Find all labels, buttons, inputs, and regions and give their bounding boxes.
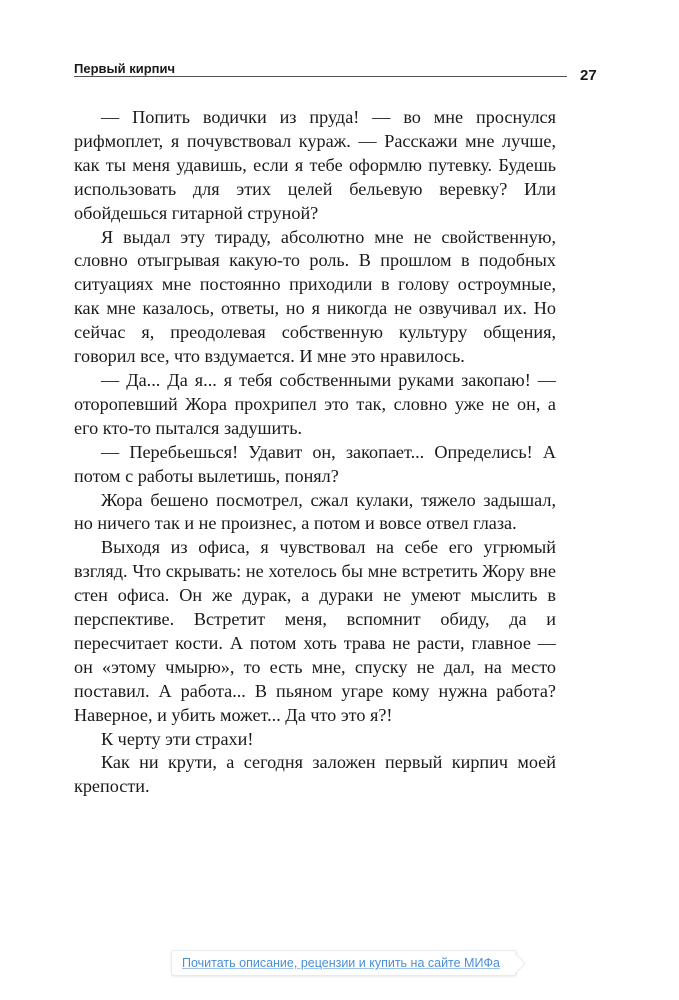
body-text [74, 106, 556, 799]
running-head-title: Первый кирпич [74, 61, 176, 76]
paragraph: Как ни крути, а сегодня заложен первый кирпич моей крепости. [74, 752, 556, 797]
promo-link-label: Почитать описание, рецензии и купить на сайте МИФа [182, 956, 500, 970]
paragraph: К черту эти страхи! [101, 728, 254, 749]
paragraph: — Да... Да я... я тебя собственными руками закопаю! — оторопевший Жора прохрипел это так, словно уже не он, а его кто-то пытался задушить. [74, 369, 556, 438]
paragraph: — Попить водички из пруда! — во мне проснулся рифмоплет, я почувствовал кураж. — Расскажи мне лучше, как ты меня удавишь, если я тебе оформлю путевку. Будешь использовать для этих целей бельевую веревку? Или обойдешься гитарной струной? [74, 107, 556, 223]
header-rule [74, 76, 567, 77]
paragraph: Выходя из офиса, я чувствовал на себе его угрюмый взгляд. Что скрывать: не хотелось бы мне встретить Жору вне стен офиса. Он же дурак, а дураки не умеют мыслить в перспективе. Встретит меня, вспомнит обиду, да и пересчитает кости. А потом хоть трава не расти, главное — он «этому чмырю», то есть мне, спуску не дал, на место поставил. А работа... В пьяном угаре кому нужна работа? Наверное, и убить может... Да что это я?! [74, 537, 556, 725]
page-number: 27 [580, 67, 597, 84]
paragraph: Жора бешено посмотрел, сжал кулаки, тяжело задышал, но ничего так и не произнес, а потом и вовсе отвел глаза. [74, 489, 556, 534]
promo-link[interactable] [171, 950, 517, 976]
arrow-tip-icon [505, 953, 526, 974]
paragraph: Я выдал эту тираду, абсолютно мне не свойственную, словно отыгрывая какую-то роль. В прошлом в подобных ситуациях мне постоянно приходили в голову остроумные, как мне казалось, ответы, но я никогда не озвучивал их. Но сейчас я, преодолевая собственную культуру общения, говорил все, что вздумается. И мне это нравилось. [74, 226, 556, 367]
paragraph: — Перебьешься! Удавит он, закопает... Определись! А потом с работы вылетишь, понял? [74, 441, 556, 486]
